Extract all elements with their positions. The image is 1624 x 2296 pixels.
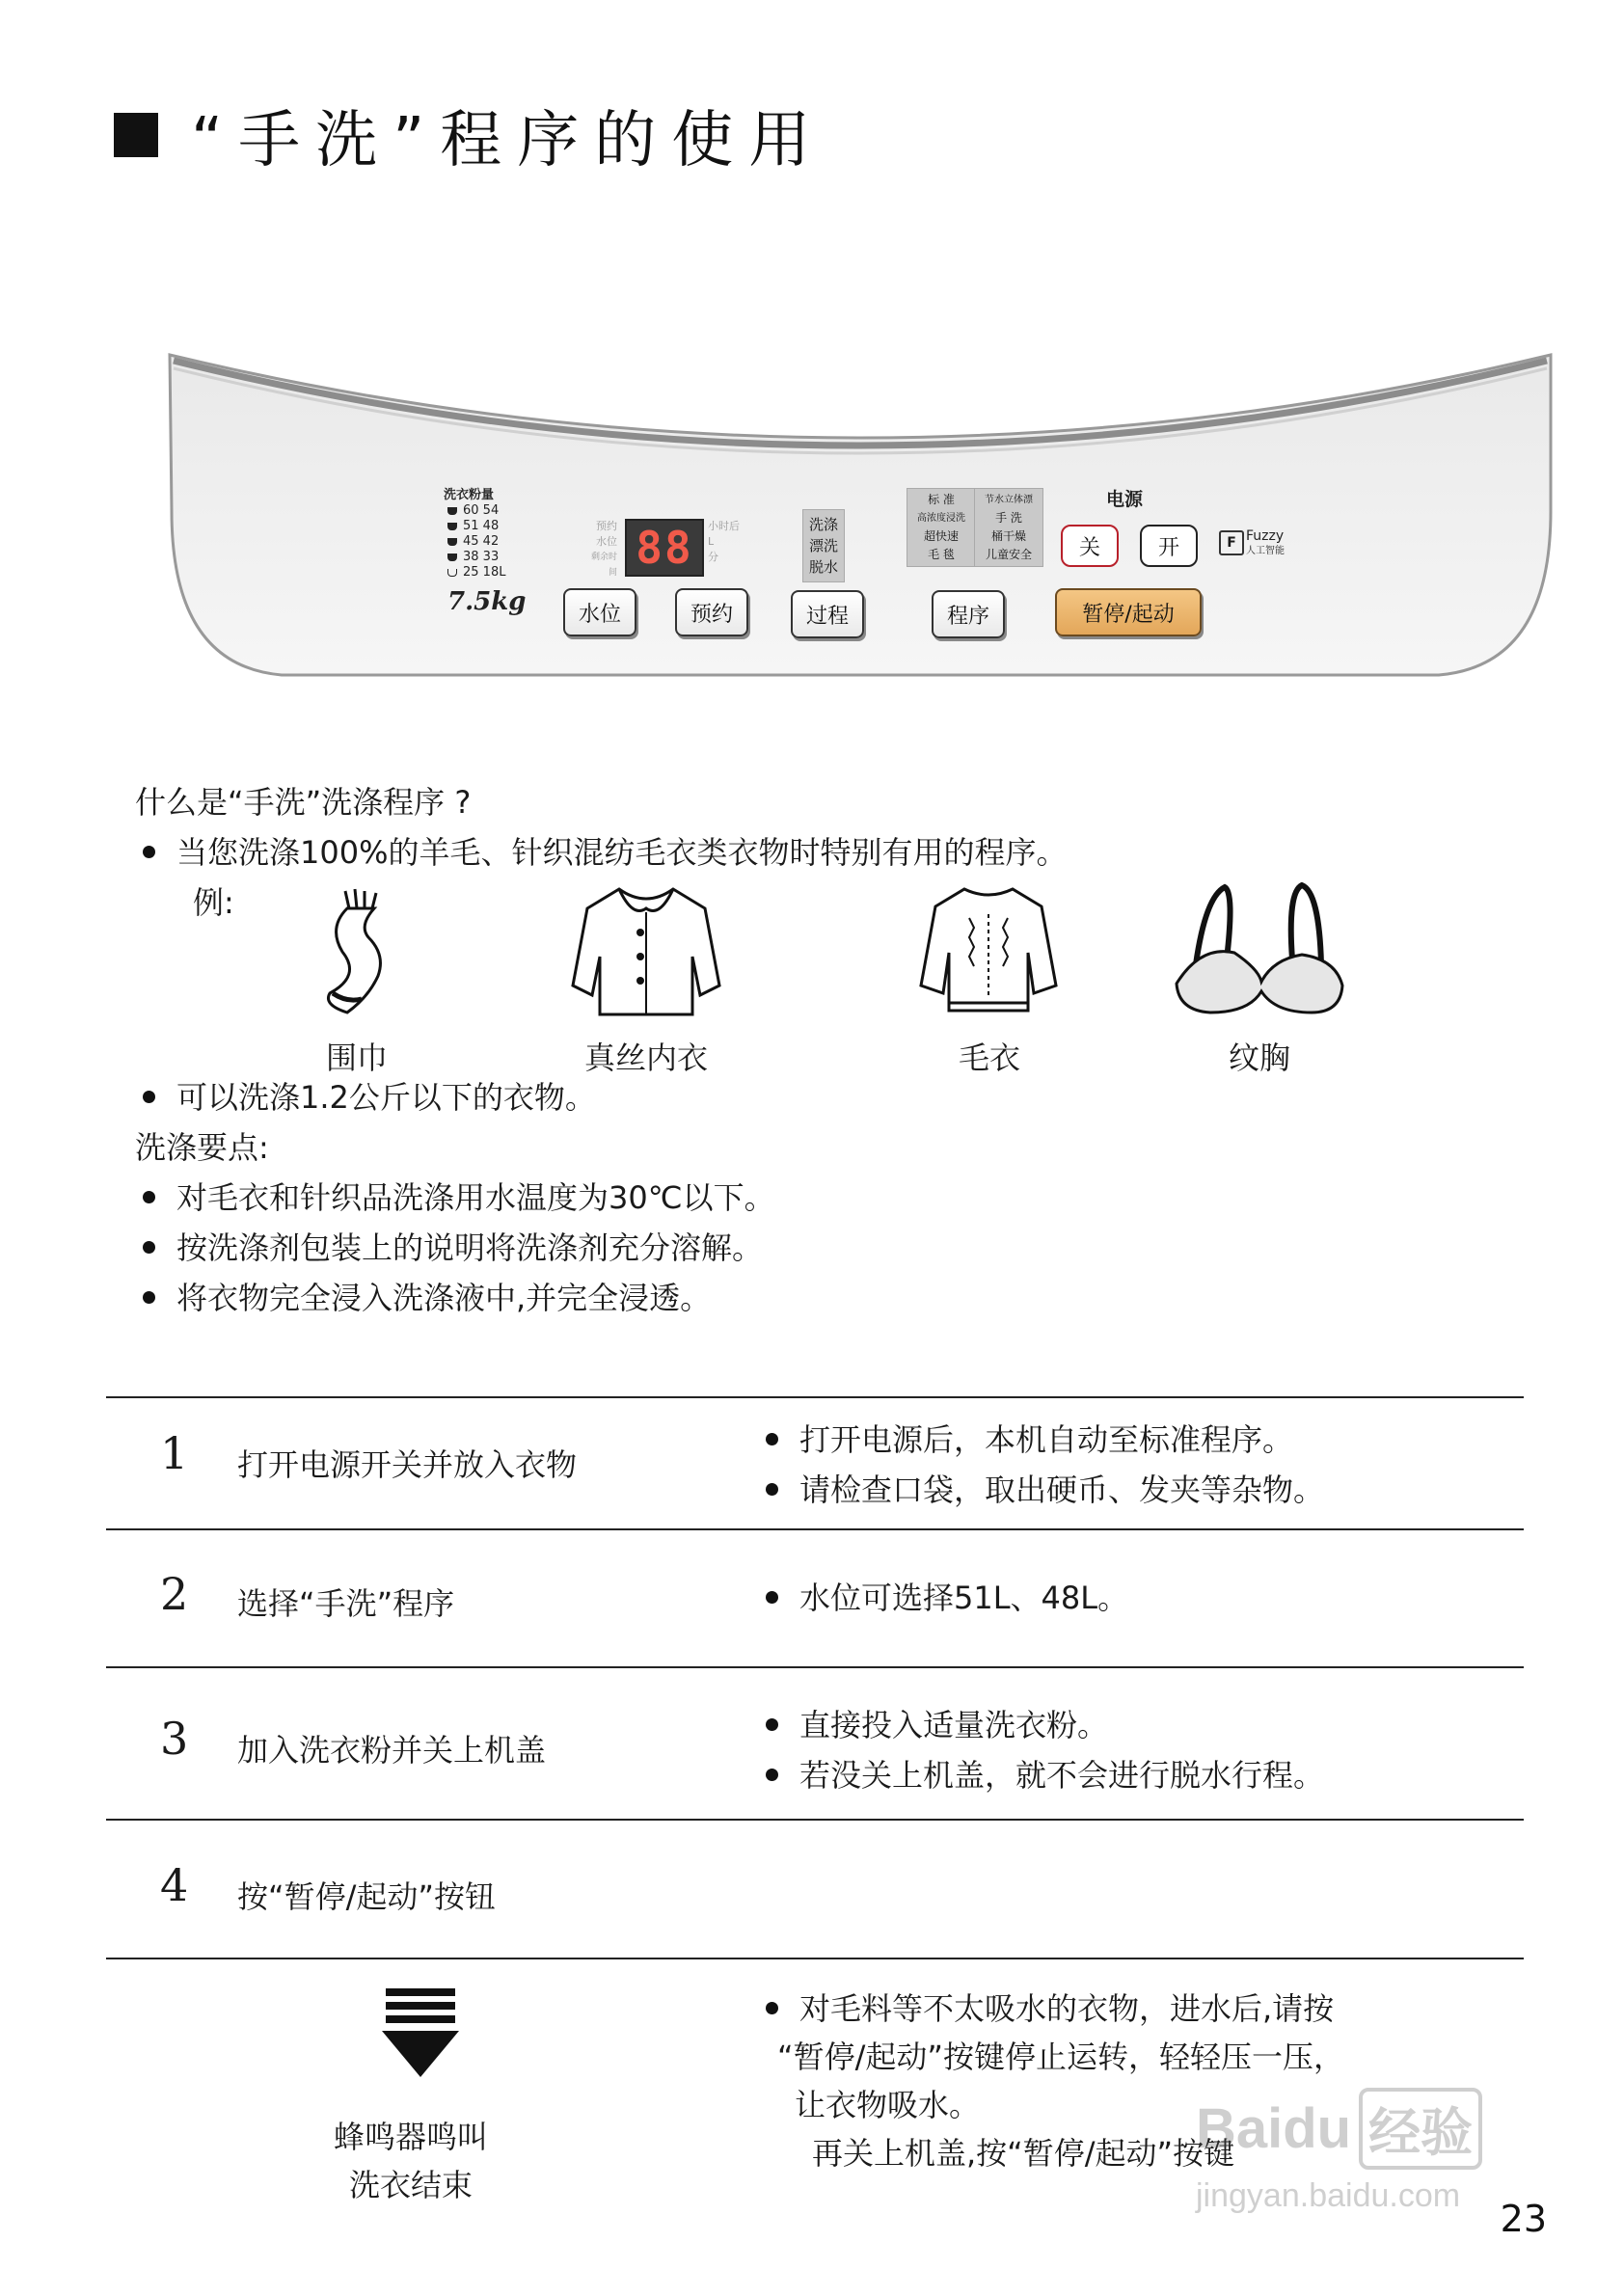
final-caption-2: 洗衣结束 bbox=[349, 2167, 474, 2203]
step-3-number: 3 bbox=[160, 1713, 189, 1765]
table-rule bbox=[106, 1958, 1524, 1959]
point-item: 将衣物完全浸入洗涤液中,并完全浸透。 bbox=[143, 1279, 711, 1317]
fuzzy-logo-icon: F bbox=[1219, 530, 1244, 555]
scarf-icon bbox=[309, 879, 405, 1024]
step-2-action: 选择“手洗”程序 bbox=[237, 1585, 455, 1622]
soap-row: 38 33 bbox=[447, 550, 505, 565]
soap-row: 51 48 bbox=[447, 519, 505, 534]
down-arrow-icon bbox=[382, 1986, 459, 2079]
soap-row: 25 18L bbox=[447, 565, 505, 581]
table-rule bbox=[106, 1819, 1524, 1821]
point-item: 按洗涤剂包装上的说明将洗涤剂充分溶解。 bbox=[143, 1229, 763, 1267]
page-title bbox=[114, 96, 826, 174]
points-title: 洗涤要点: bbox=[135, 1129, 269, 1166]
final-note-line: 对毛料等不太吸水的衣物，进水后,请按 bbox=[766, 1985, 1334, 2033]
fuzzy-label-cn: 人工智能 bbox=[1246, 546, 1285, 556]
process-indicator-list: 洗涤 漂洗 脱水 bbox=[802, 509, 845, 582]
power-off-button[interactable]: 关 bbox=[1061, 525, 1119, 567]
intro-question: 什么是“手洗”洗涤程序 ? bbox=[135, 784, 472, 821]
intro-bullet-2: 可以洗涤1.2公斤以下的衣物。 bbox=[143, 1078, 596, 1117]
step-3-note: 若没关上机盖，就不会进行脱水行程。 bbox=[766, 1751, 1324, 1799]
control-panel bbox=[166, 347, 1555, 690]
water-level-button[interactable]: 水位 bbox=[563, 588, 636, 636]
title-square-icon bbox=[114, 113, 158, 157]
step-2-note: 水位可选择51L、48L。 bbox=[766, 1574, 1128, 1622]
silk-blouse-icon bbox=[565, 879, 727, 1022]
example-scarf-label: 围巾 bbox=[325, 1040, 388, 1076]
title-text: “手洗”程序的使用 bbox=[191, 105, 826, 176]
soap-amount-label: 洗衣粉量 bbox=[444, 488, 495, 502]
soap-amount-list bbox=[447, 503, 505, 581]
program-list-right: 节水立体漂 手 洗 桶干燥 儿童安全 bbox=[974, 488, 1043, 567]
baidu-watermark bbox=[1196, 2088, 1543, 2252]
sweater-icon bbox=[916, 879, 1061, 1022]
pause-start-button[interactable]: 暂停/起动 bbox=[1055, 588, 1202, 636]
power-label: 电源 bbox=[1106, 489, 1144, 510]
step-3-note: 直接投入适量洗衣粉。 bbox=[766, 1701, 1108, 1749]
table-rule bbox=[106, 1528, 1524, 1530]
step-1-action: 打开电源开关并放入衣物 bbox=[237, 1446, 578, 1483]
final-note-line: “暂停/起动”按键停止运转，轻轻压一压， bbox=[777, 2039, 1344, 2075]
fuzzy-label-en: Fuzzy bbox=[1246, 528, 1285, 544]
reserve-button[interactable]: 预约 bbox=[675, 588, 748, 636]
step-1-note: 请检查口袋，取出硬币、发夹等杂物。 bbox=[766, 1466, 1324, 1514]
capacity-label: 7.5kg bbox=[447, 587, 527, 616]
watermark-cn: 经验 bbox=[1359, 2088, 1482, 2170]
final-note-line: 再关上机盖,按“暂停/起动”按键 bbox=[812, 2135, 1235, 2172]
soap-row: 60 54 bbox=[447, 503, 505, 519]
step-1-note: 打开电源后，本机自动至标准程序。 bbox=[766, 1416, 1293, 1464]
point-item: 对毛衣和针织品洗涤用水温度为30℃以下。 bbox=[143, 1178, 775, 1217]
table-rule bbox=[106, 1396, 1524, 1398]
example-blouse-label: 真丝内衣 bbox=[583, 1040, 708, 1076]
intro-bullet-1: 当您洗涤100%的羊毛、针织混纺毛衣类衣物时特别有用的程序。 bbox=[143, 833, 1068, 872]
led-display: 88 bbox=[625, 519, 704, 577]
panel-outline bbox=[166, 347, 1555, 690]
page-number: 23 bbox=[1500, 2198, 1547, 2240]
step-3-action: 加入洗衣粉并关上机盖 bbox=[237, 1732, 547, 1769]
watermark-brand: Baidu bbox=[1196, 2097, 1352, 2160]
display-right-labels: 小时后 L 分 bbox=[708, 520, 740, 563]
example-bra-label: 纹胸 bbox=[1228, 1040, 1290, 1076]
table-rule bbox=[106, 1666, 1524, 1668]
step-2-number: 2 bbox=[160, 1568, 189, 1620]
watermark-url: jingyan.baidu.com bbox=[1196, 2177, 1461, 2214]
program-list-left: 标 准 高浓度浸洗 超快速 毛 毯 bbox=[907, 488, 976, 567]
display-left-labels: 预约 水位 剩余时间 bbox=[590, 520, 617, 578]
step-4-number: 4 bbox=[160, 1859, 189, 1911]
program-button[interactable]: 程序 bbox=[932, 590, 1005, 638]
example-label: 例: bbox=[193, 884, 234, 921]
bra-icon bbox=[1167, 878, 1350, 1022]
process-button[interactable]: 过程 bbox=[791, 590, 864, 638]
final-note-line: 让衣物吸水。 bbox=[795, 2087, 981, 2123]
final-caption-1: 蜂鸣器鸣叫 bbox=[334, 2119, 489, 2155]
soap-row: 45 42 bbox=[447, 534, 505, 550]
example-sweater-label: 毛衣 bbox=[958, 1040, 1020, 1076]
step-4-action: 按“暂停/起动”按钮 bbox=[237, 1878, 496, 1915]
power-on-button[interactable]: 开 bbox=[1140, 525, 1198, 567]
step-1-number: 1 bbox=[160, 1427, 189, 1479]
